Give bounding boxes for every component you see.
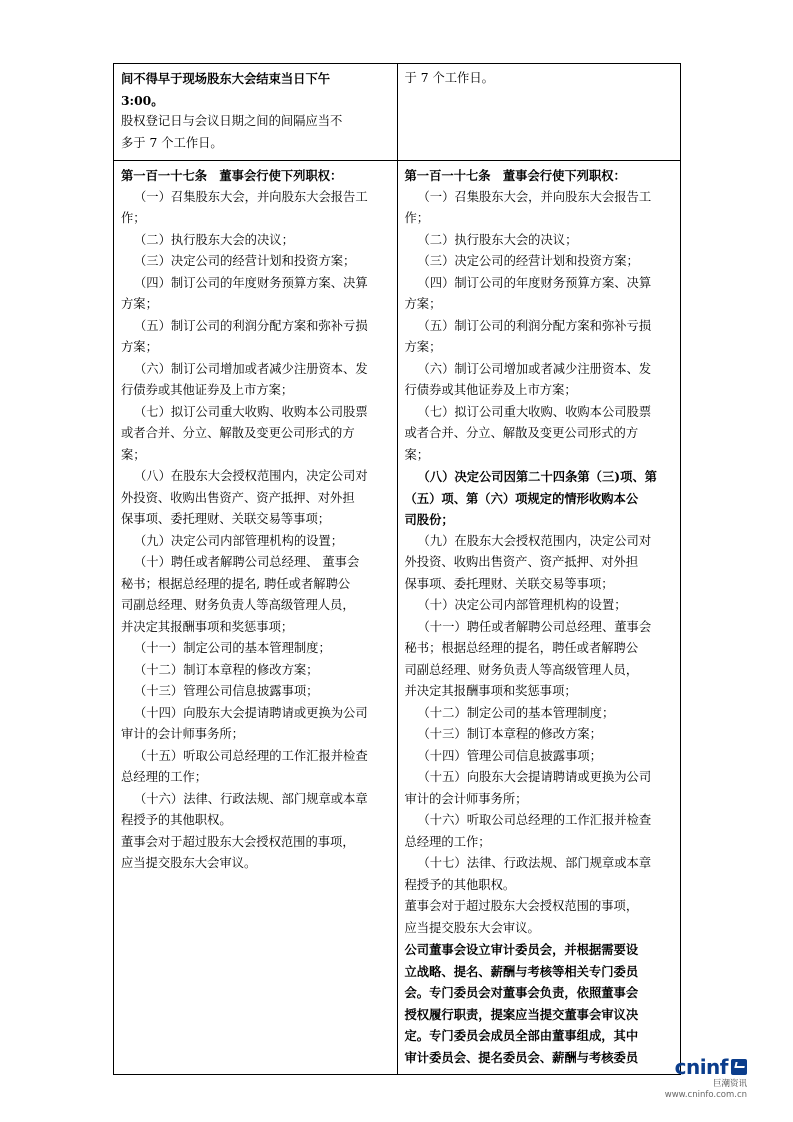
brand-url: www.cninfo.com.cn [664, 1089, 747, 1100]
paragraph-line: 案； [404, 447, 430, 462]
paragraph-line: 司股份； [404, 512, 454, 527]
paragraph-line: 行债券或其他证券及上市方案； [404, 383, 577, 397]
paragraph-line: 总经理的工作； [404, 834, 491, 849]
paragraph-line: 董事会对于超过股东大会授权范围的事项， [404, 899, 639, 913]
paragraph-line: 保事项、委托理财、关联交易等事项； [121, 512, 331, 526]
brand-subtitle: 巨潮资讯 [712, 1079, 747, 1090]
paragraph-line: （十三）管理公司信息披露事项； [134, 684, 319, 698]
paragraph-line: （十五）向股东大会提请聘请或更换为公司 [417, 770, 652, 784]
paragraph-line: 审计的会计师事务所； [404, 791, 528, 806]
paragraph-line: （九）决定公司内部管理机构的设置； [134, 533, 344, 548]
paragraph-line: 并决定其报酬事项和奖惩事项； [121, 619, 294, 634]
paragraph-line: 间不得早于现场股东大会结束当日下午 [121, 71, 331, 86]
paragraph-line: 程授予的其他职权。 [121, 813, 232, 827]
paragraph-line: 保事项、委托理财、关联交易等事项； [404, 576, 614, 591]
paragraph-line: 程授予的其他职权。 [404, 877, 516, 892]
paragraph-line: （七）拟订公司重大收购、收购本公司股票 [417, 404, 652, 419]
paragraph-line: （十）决定公司内部管理机构的设置； [417, 598, 627, 612]
paragraph-line: 司副总经理、财务负责人等高级管理人员， [121, 598, 355, 612]
table-cell-left [114, 161, 398, 1075]
paragraph-line: 授权履行职责，提案应当提交董事会审议决 [404, 1006, 639, 1022]
paragraph-line: （八）在股东大会授权范围内，决定公司对 [134, 469, 368, 483]
table-cell-right [397, 161, 681, 1075]
cell-paragraphs [405, 165, 674, 1068]
paragraph-line: 秘书；根据总经理的提名, 聘任或者解聘公 [121, 576, 351, 591]
paragraph-line: （十三）制订本章程的修改方案； [417, 727, 602, 741]
table-row [114, 161, 681, 1075]
paragraph-line: （一）召集股东大会，并向股东大会报告工 [134, 189, 368, 204]
paragraph-line: （四）制订公司的年度财务预算方案、决算 [417, 275, 652, 290]
paragraph-line: 外投资、收购出售资产、资产抵押、对外担 [404, 555, 639, 569]
paragraph-line: 方案； [121, 297, 158, 311]
paragraph-line: 于 7 个工作日。 [404, 71, 494, 85]
paragraph-line: （五）制订公司的利润分配方案和弥补亏损 [134, 318, 368, 333]
paragraph-line: （十四）向股东大会提请聘请或更换为公司 [134, 705, 368, 720]
paragraph-line: 审计委员会、提名委员会、薪酬与考核委员 [404, 1049, 639, 1065]
table-cell-left [114, 64, 398, 161]
paragraph-line: （十六）法律、行政法规、部门规章或本章 [134, 791, 368, 806]
paragraph-line: 方案； [404, 340, 442, 354]
paragraph-line: 股权登记日与会议日期之间的间隔应当不 [121, 114, 343, 128]
table-cell-right [397, 64, 681, 161]
paragraph-line: 应当提交股东大会审议。 [404, 920, 540, 935]
table-row [114, 64, 681, 161]
paragraph-line: 3:00。 [121, 92, 164, 108]
paragraph-line: 立战略、提名、薪酬与考核等相关专门委员 [404, 963, 639, 979]
table-body [114, 64, 681, 1075]
paragraph-line: 董事会对于超过股东大会授权范围的事项， [121, 834, 355, 849]
paragraph-line: （十七）法律、行政法规、部门规章或本章 [417, 856, 652, 870]
paragraph-line: （六）制订公司增加或者减少注册资本、发 [134, 361, 368, 376]
paragraph-line: 第一百一十七条 董事会行使下列职权： [404, 168, 626, 183]
cell-paragraphs [405, 68, 674, 90]
paragraph-line: 总经理的工作； [121, 770, 208, 784]
paragraph-line: 第一百一十七条 董事会行使下列职权： [121, 168, 343, 183]
paragraph-line: 外投资、收购出售资产、资产抵押、对外担 [121, 490, 355, 505]
paragraph-line: （一）召集股东大会，并向股东大会报告工 [417, 189, 652, 204]
comparison-table [113, 63, 681, 1075]
brand-row [665, 1056, 747, 1078]
footer-logo [665, 1056, 747, 1100]
paragraph-line: （十一）制定公司的基本管理制度； [134, 641, 331, 655]
paragraph-line: 会。专门委员会对董事会负责，依照董事会 [404, 985, 639, 1000]
paragraph-line: （五）制订公司的利润分配方案和弥补亏损 [417, 318, 652, 333]
paragraph-line: 定。专门委员会成员全部由董事组成，其中 [404, 1028, 639, 1043]
paragraph-line: （九）在股东大会授权范围内，决定公司对 [417, 533, 652, 548]
paragraph-line: 方案； [121, 340, 158, 354]
cell-paragraphs [121, 165, 390, 875]
paragraph-line: 多于 7 个工作日。 [121, 135, 223, 150]
paragraph-line: 审计的会计师事务所； [121, 727, 244, 741]
paragraph-line: （六）制订公司增加或者减少注册资本、发 [417, 361, 652, 376]
paragraph-line: 作； [404, 211, 430, 225]
paragraph-line: 公司董事会设立审计委员会，并根据需要设 [404, 942, 639, 957]
paragraph-line: （十）聘任或者解聘公司总经理、 董事会 [134, 555, 360, 569]
cell-paragraphs [121, 68, 390, 154]
brand-name: cninf [674, 1055, 728, 1080]
paragraph-line: （三）决定公司的经营计划和投资方案； [134, 254, 356, 268]
paragraph-line: （二）执行股东大会的决议； [417, 232, 578, 247]
paragraph-line: （十二）制订本章程的修改方案； [134, 662, 319, 677]
paragraph-line: 案； [121, 447, 146, 462]
paragraph-line: 或者合并、分立、解散及变更公司形式的方 [121, 426, 355, 440]
cninfo-mark-icon [731, 1059, 747, 1075]
paragraph-line: 秘书；根据总经理的提名，聘任或者解聘公 [404, 641, 639, 655]
paragraph-line: （十六）听取公司总经理的工作汇报并检查 [417, 813, 652, 827]
paragraph-line: （五）项、第（六）项规定的情形收购本公 [404, 490, 639, 506]
paragraph-line: （十四）管理公司信息披露事项； [417, 748, 602, 763]
paragraph-line: （四）制订公司的年度财务预算方案、决算 [134, 275, 368, 290]
paragraph-line: 应当提交股东大会审议。 [121, 856, 257, 870]
paragraph-line: （十二）制定公司的基本管理制度； [417, 705, 615, 720]
paragraph-line: 方案； [404, 297, 442, 311]
paragraph-line: 行债券或其他证券及上市方案； [121, 383, 294, 397]
paragraph-line: （八）决定公司因第二十四条第（三)项、第 [417, 469, 657, 484]
paragraph-line: 或者合并、分立、解散及变更公司形式的方 [404, 426, 639, 440]
paragraph-line: （十五）听取公司总经理的工作汇报并检查 [134, 748, 368, 763]
paragraph-line: 作； [121, 211, 146, 225]
paragraph-line: （三）决定公司的经营计划和投资方案； [417, 254, 639, 268]
paragraph-line: （十一）聘任或者解聘公司总经理、董事会 [417, 619, 652, 634]
paragraph-line: 司副总经理、财务负责人等高级管理人员， [404, 662, 639, 677]
paragraph-line: 并决定其报酬事项和奖惩事项； [404, 684, 577, 698]
paragraph-line: （二）执行股东大会的决议； [134, 232, 294, 247]
paragraph-line: （七）拟订公司重大收购、收购本公司股票 [134, 404, 368, 419]
